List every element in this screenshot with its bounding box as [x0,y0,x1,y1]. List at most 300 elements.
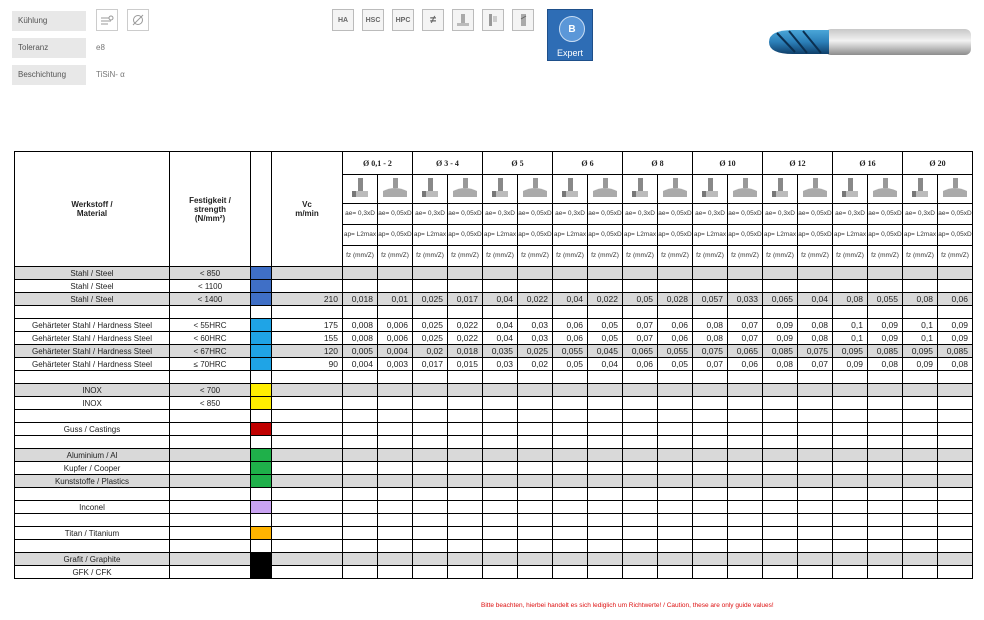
vc-cell [272,449,343,462]
vc-cell [272,514,343,527]
header-fz: fz (mm/Z) [588,246,623,267]
fz-value-cell [868,527,903,540]
fz-value-cell [868,475,903,488]
header-ae: ae= 0,05xD [518,204,553,225]
fz-value-cell [658,462,693,475]
fz-value-cell [763,449,798,462]
fz-value-cell: 0,04 [483,332,518,345]
material-cell [15,306,170,319]
fz-value-cell [763,397,798,410]
fz-value-cell [623,514,658,527]
material-color-swatch [251,332,272,345]
fz-value-cell [413,527,448,540]
header-ap: ap= 0,05xD [798,225,833,246]
material-color-swatch [251,397,272,410]
fz-value-cell [343,566,378,579]
fz-value-cell [518,488,553,501]
material-color-swatch [251,501,272,514]
header-fz: fz (mm/Z) [623,246,658,267]
header-ap: ap= 0,05xD [448,225,483,246]
fz-value-cell [798,423,833,436]
fz-value-cell [378,475,413,488]
fz-value-cell [833,397,868,410]
fz-value-cell: 0,033 [728,293,763,306]
table-row [15,436,973,449]
fz-value-cell [868,488,903,501]
table-row [15,410,973,423]
fz-value-cell [588,449,623,462]
fz-value-cell [378,280,413,293]
tool-mill-icon[interactable] [512,9,534,31]
fz-value-cell: 0,008 [343,319,378,332]
fz-value-cell: 0,09 [938,319,973,332]
fz-value-cell: 0,095 [833,345,868,358]
material-cell: Gehärteter Stahl / Hardness Steel [15,345,170,358]
fz-value-cell [658,306,693,319]
face-milling-icon [518,175,553,204]
fz-value-cell [448,306,483,319]
expert-badge[interactable] [547,9,593,61]
header-fz: fz (mm/Z) [868,246,903,267]
header-vc [272,152,343,267]
table-row [15,267,973,280]
header-fz: fz (mm/Z) [448,246,483,267]
material-cell: Stahl / Steel [15,267,170,280]
fz-value-cell [728,553,763,566]
header-ae: ae= 0,3xD [483,204,518,225]
fz-value-cell [833,384,868,397]
fz-value-cell: 0,085 [938,345,973,358]
fz-value-cell [483,306,518,319]
fz-value-cell [343,488,378,501]
fz-value-cell [413,410,448,423]
fz-value-cell: 0,075 [693,345,728,358]
fz-value-cell [623,423,658,436]
fz-value-cell [868,436,903,449]
slot-milling-icon [553,175,588,204]
header-unit: (N/mm²) [194,213,226,223]
fz-value-cell [658,501,693,514]
fz-value-cell [658,527,693,540]
fz-value-cell [623,449,658,462]
header-ap: ap= 0,05xD [728,225,763,246]
header-ae: ae= 0,3xD [833,204,868,225]
fz-value-cell [518,540,553,553]
fz-value-cell: 0,04 [798,293,833,306]
cutting-data-table [14,151,973,579]
fz-value-cell [623,384,658,397]
fz-value-cell: 0,02 [413,345,448,358]
fz-value-cell: 0,05 [553,358,588,371]
strength-cell: < 850 [170,267,251,280]
fz-value-cell [448,410,483,423]
fz-value-cell [903,423,938,436]
fz-value-cell [938,449,973,462]
fz-value-cell: 0,057 [693,293,728,306]
strength-cell [170,423,251,436]
fz-value-cell [658,384,693,397]
fz-value-cell [553,397,588,410]
vc-cell: 155 [272,332,343,345]
header-ae: ae= 0,3xD [343,204,378,225]
material-cell: Gehärteter Stahl / Hardness Steel [15,332,170,345]
fz-value-cell [343,514,378,527]
fz-value-cell [868,540,903,553]
fz-value-cell [343,410,378,423]
fz-value-cell: 0,08 [798,319,833,332]
tag-hsc[interactable]: HSC [362,9,384,31]
fz-value-cell [623,488,658,501]
fz-value-cell [868,514,903,527]
fz-value-cell [413,397,448,410]
tag-hpc[interactable]: HPC [392,9,414,31]
fz-value-cell [658,280,693,293]
fz-value-cell [343,436,378,449]
fz-value-cell [903,306,938,319]
fz-value-cell [448,475,483,488]
material-color-swatch [251,410,272,423]
material-cell [15,488,170,501]
fz-value-cell [518,267,553,280]
fz-value-cell [378,423,413,436]
fz-value-cell [483,488,518,501]
header-diameter: Ø 12 [763,152,833,175]
fz-value-cell [588,423,623,436]
fz-value-cell [378,410,413,423]
fz-value-cell [693,280,728,293]
strength-cell [170,462,251,475]
fz-value-cell [938,423,973,436]
fz-value-cell: 0,1 [903,319,938,332]
fz-value-cell [693,371,728,384]
fz-value-cell [343,397,378,410]
fz-value-cell [763,436,798,449]
header-fz: fz (mm/Z) [903,246,938,267]
material-color-swatch [251,566,272,579]
fz-value-cell [483,436,518,449]
fz-value-cell [413,449,448,462]
strength-cell [170,449,251,462]
fz-value-cell [518,384,553,397]
header-ae: ae= 0,05xD [798,204,833,225]
header-festigkeit: Festigkeit / [189,195,231,205]
fz-value-cell [728,566,763,579]
fz-value-cell [693,449,728,462]
table-row [15,475,973,488]
material-color-swatch [251,488,272,501]
fz-value-cell [903,384,938,397]
fz-value-cell [833,566,868,579]
fz-value-cell [728,280,763,293]
strength-cell: < 60HRC [170,332,251,345]
face-milling-icon [868,175,903,204]
fz-value-cell [518,436,553,449]
tool-shank-icon[interactable] [452,9,474,31]
fz-value-cell: 0,06 [938,293,973,306]
fz-value-cell [623,475,658,488]
fz-value-cell: 0,05 [588,319,623,332]
fz-value-cell [553,462,588,475]
fz-value-cell [518,566,553,579]
fz-value-cell [763,423,798,436]
fz-value-cell [343,540,378,553]
fz-value-cell [343,449,378,462]
fz-value-cell: 0,06 [553,332,588,345]
header-ae: ae= 0,3xD [623,204,658,225]
vc-cell [272,384,343,397]
vc-cell [272,436,343,449]
fz-value-cell [588,527,623,540]
material-color-swatch [251,384,272,397]
header-strength [170,152,251,267]
fz-value-cell [903,501,938,514]
fz-value-cell: 0,09 [763,319,798,332]
fz-value-cell: 0,015 [448,358,483,371]
fz-value-cell [658,436,693,449]
fz-value-cell [658,553,693,566]
table-row [15,358,973,371]
material-cell [15,436,170,449]
fz-value-cell [623,436,658,449]
vc-cell: 120 [272,345,343,358]
fz-value-cell [903,436,938,449]
fz-value-cell [588,475,623,488]
fz-value-cell [903,280,938,293]
header-ae: ae= 0,3xD [413,204,448,225]
fz-value-cell [658,371,693,384]
fz-value-cell [553,449,588,462]
table-row [15,462,973,475]
material-color-swatch [251,293,272,306]
vc-cell [272,553,343,566]
fz-value-cell: 0,025 [413,319,448,332]
fz-value-cell [623,462,658,475]
fz-value-cell [518,306,553,319]
fz-value-cell [868,462,903,475]
header-ap: ap= L2max [483,225,518,246]
header-vc-label: Vc [302,200,312,209]
fz-value-cell [553,371,588,384]
fz-value-cell: 0,005 [343,345,378,358]
fz-value-cell [448,553,483,566]
fz-value-cell [553,527,588,540]
fz-value-cell [413,475,448,488]
header-ae: ae= 0,05xD [728,204,763,225]
header-diameter: Ø 8 [623,152,693,175]
material-color-swatch [251,475,272,488]
fz-value-cell [483,280,518,293]
table-row [15,280,973,293]
fz-value-cell [903,267,938,280]
fz-value-cell: 0,06 [728,358,763,371]
fz-value-cell [763,566,798,579]
fz-value-cell [833,553,868,566]
fz-value-cell [728,410,763,423]
tag-unequal[interactable]: ≠ [422,9,444,31]
fz-value-cell [343,462,378,475]
strength-cell [170,566,251,579]
fz-value-cell [483,462,518,475]
material-cell: Stahl / Steel [15,280,170,293]
fz-value-cell [763,488,798,501]
fz-value-cell [378,371,413,384]
fz-value-cell [868,280,903,293]
fz-value-cell [833,475,868,488]
fz-value-cell: 0,065 [728,345,763,358]
material-color-swatch [251,306,272,319]
caution-note: Bitte beachten, hierbei handelt es sich lediglich um Richtwerte! / Caution, these are only guide values! [481,602,774,609]
fz-value-cell [553,488,588,501]
fz-value-cell [588,410,623,423]
fz-value-cell [378,449,413,462]
fz-value-cell [518,462,553,475]
fz-value-cell [728,397,763,410]
tool-side-icon[interactable] [482,9,504,31]
fz-value-cell [518,475,553,488]
fz-value-cell: 0,08 [868,358,903,371]
fz-value-cell [693,462,728,475]
material-cell: Inconel [15,501,170,514]
header-material-en: Material [76,209,108,218]
header-diameter: Ø 5 [483,152,553,175]
beschichtung-label: Beschichtung [12,65,86,85]
fz-value-cell: 0,03 [518,319,553,332]
fz-value-cell [413,371,448,384]
material-cell [15,371,170,384]
fz-value-cell [518,553,553,566]
fz-value-cell [868,267,903,280]
fz-value-cell [658,488,693,501]
fz-value-cell [413,267,448,280]
vc-cell [272,501,343,514]
fz-value-cell: 0,1 [833,332,868,345]
fz-value-cell [938,527,973,540]
material-cell [15,540,170,553]
fz-value-cell [623,501,658,514]
coolant-air-icon[interactable] [96,9,118,31]
tag-ha[interactable]: HA [332,9,354,31]
fz-value-cell [798,384,833,397]
vc-cell [272,462,343,475]
fz-value-cell [553,410,588,423]
fz-value-cell [728,514,763,527]
vc-cell: 210 [272,293,343,306]
fz-value-cell [378,306,413,319]
fz-value-cell [763,540,798,553]
toleranz-label: Toleranz [12,38,86,58]
fz-value-cell [518,527,553,540]
header-fz: fz (mm/Z) [658,246,693,267]
fz-value-cell [728,449,763,462]
fz-value-cell [413,514,448,527]
header-fz: fz (mm/Z) [553,246,588,267]
fz-value-cell: 0,01 [378,293,413,306]
fz-value-cell [413,462,448,475]
header-fz: fz (mm/Z) [833,246,868,267]
fz-value-cell [343,306,378,319]
table-row [15,566,973,579]
fz-value-cell [483,423,518,436]
fz-value-cell: 0,022 [448,332,483,345]
header-ae: ae= 0,05xD [448,204,483,225]
fz-value-cell: 0,03 [483,358,518,371]
fz-value-cell [518,410,553,423]
fz-value-cell [833,410,868,423]
fz-value-cell [798,397,833,410]
fz-value-cell [833,527,868,540]
fz-value-cell [378,384,413,397]
fz-value-cell [833,423,868,436]
header-ae: ae= 0,3xD [903,204,938,225]
fz-value-cell [693,423,728,436]
fz-value-cell [518,371,553,384]
fz-value-cell [763,475,798,488]
fz-value-cell [833,488,868,501]
header-ap: ap= 0,05xD [588,225,623,246]
fz-value-cell [693,514,728,527]
fz-value-cell [658,514,693,527]
fz-value-cell [413,540,448,553]
material-cell: Guss / Castings [15,423,170,436]
fz-value-cell: 0,07 [798,358,833,371]
vc-cell [272,566,343,579]
no-coolant-icon[interactable] [127,9,149,31]
material-cell: Gehärteter Stahl / Hardness Steel [15,358,170,371]
fz-value-cell: 0,006 [378,319,413,332]
fz-value-cell: 0,022 [518,293,553,306]
fz-value-cell: 0,06 [623,358,658,371]
header-ae: ae= 0,3xD [693,204,728,225]
fz-value-cell [343,501,378,514]
material-color-swatch [251,358,272,371]
fz-value-cell [938,280,973,293]
strength-cell [170,527,251,540]
fz-value-cell: 0,09 [903,358,938,371]
fz-value-cell [938,410,973,423]
fz-value-cell [693,384,728,397]
fz-value-cell [728,436,763,449]
expert-logo-icon: B [559,16,585,42]
header-ae: ae= 0,3xD [763,204,798,225]
fz-value-cell [623,410,658,423]
header-ap: ap= 0,05xD [378,225,413,246]
fz-value-cell [623,267,658,280]
fz-value-cell [343,384,378,397]
table-row [15,553,973,566]
fz-value-cell: 0,045 [588,345,623,358]
end-mill-image [765,24,973,60]
fz-value-cell [553,501,588,514]
fz-value-cell: 0,08 [798,332,833,345]
fz-value-cell [903,566,938,579]
fz-value-cell [413,566,448,579]
header-werkstoff: Werkstoff / [71,200,113,209]
fz-value-cell: 0,08 [763,358,798,371]
header-ae: ae= 0,3xD [553,204,588,225]
fz-value-cell [903,514,938,527]
fz-value-cell [938,306,973,319]
fz-value-cell [553,475,588,488]
fz-value-cell [868,566,903,579]
fz-value-cell [693,488,728,501]
header-ae: ae= 0,05xD [588,204,623,225]
fz-value-cell [728,488,763,501]
fz-value-cell [728,462,763,475]
fz-value-cell [728,540,763,553]
fz-value-cell: 0,04 [483,319,518,332]
header-row-diameter [15,152,973,175]
expert-label: Expert [556,48,583,58]
